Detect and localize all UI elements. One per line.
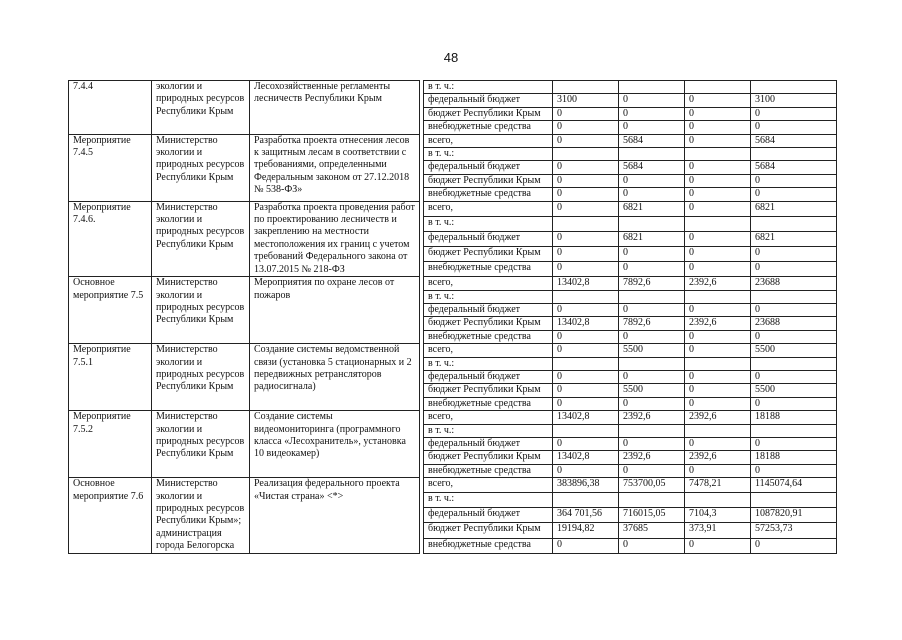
cell-funding-source: федеральный бюджет — [424, 303, 553, 316]
cell-amount: 0 — [685, 330, 751, 343]
cell-executor: Министерство экологии и природных ресурсов Республики Крым — [152, 411, 250, 478]
cell-amount — [619, 81, 685, 94]
cell-funding-source: в т. ч.: — [424, 148, 553, 161]
cell-amount: 3100 — [553, 94, 619, 107]
cell-amount — [685, 216, 751, 231]
cell-amount: 0 — [553, 261, 619, 276]
cell-amount — [685, 290, 751, 303]
cell-amount: 0 — [685, 121, 751, 134]
cell-amount: 5500 — [619, 384, 685, 397]
cell-name: Реализация федерального проекта «Чистая страна» <*> — [250, 478, 420, 553]
cell-amount: 0 — [685, 464, 751, 477]
cell-code: Мероприятие 7.5.2 — [69, 411, 152, 478]
cell-amount: 0 — [751, 121, 837, 134]
cell-amount — [751, 216, 837, 231]
cell-funding-source: бюджет Республики Крым — [424, 384, 553, 397]
cell-amount — [553, 357, 619, 370]
cell-executor: Министерство экологии и природных ресурсов Республики Крым — [152, 134, 250, 201]
cell-code: 7.4.4 — [69, 81, 152, 135]
cell-funding-source: бюджет Республики Крым — [424, 107, 553, 120]
cell-amount: 0 — [619, 370, 685, 383]
cell-amount: 0 — [685, 231, 751, 246]
cell-amount — [751, 357, 837, 370]
cell-amount: 0 — [685, 261, 751, 276]
cell-amount — [685, 148, 751, 161]
cell-amount: 0 — [685, 94, 751, 107]
cell-amount: 0 — [619, 437, 685, 450]
cell-amount: 0 — [553, 174, 619, 187]
cell-funding-source: бюджет Республики Крым — [424, 523, 553, 538]
table-row — [69, 134, 837, 147]
cell-amount: 1087820,91 — [751, 508, 837, 523]
cell-funding-source: всего, — [424, 344, 553, 357]
cell-amount: 0 — [751, 303, 837, 316]
program-table — [68, 80, 837, 554]
cell-amount: 6821 — [751, 231, 837, 246]
cell-amount — [685, 493, 751, 508]
cell-amount: 0 — [619, 94, 685, 107]
cell-funding-source: внебюджетные средства — [424, 121, 553, 134]
cell-amount: 6821 — [619, 231, 685, 246]
cell-amount: 0 — [685, 344, 751, 357]
cell-funding-source: внебюджетные средства — [424, 330, 553, 343]
cell-amount: 0 — [751, 538, 837, 553]
cell-amount — [619, 216, 685, 231]
cell-amount: 7104,3 — [685, 508, 751, 523]
cell-amount: 373,91 — [685, 523, 751, 538]
cell-amount: 6821 — [619, 201, 685, 216]
cell-funding-source: всего, — [424, 411, 553, 424]
cell-amount: 5500 — [619, 344, 685, 357]
cell-amount: 7892,6 — [619, 317, 685, 330]
cell-amount — [553, 81, 619, 94]
cell-amount: 57253,73 — [751, 523, 837, 538]
table-row — [69, 81, 837, 94]
cell-amount: 2392,6 — [619, 451, 685, 464]
cell-amount: 383896,38 — [553, 478, 619, 493]
cell-amount: 0 — [553, 121, 619, 134]
cell-amount: 7892,6 — [619, 277, 685, 290]
cell-amount: 0 — [619, 397, 685, 410]
cell-amount — [751, 290, 837, 303]
cell-funding-source: федеральный бюджет — [424, 437, 553, 450]
cell-amount: 0 — [619, 107, 685, 120]
table-row — [69, 411, 837, 424]
cell-amount — [685, 81, 751, 94]
cell-name: Создание системы ведомственной связи (установка 5 стационарных и 2 передвижных ретрансляторов радиосигнала) — [250, 344, 420, 411]
cell-amount: 0 — [751, 370, 837, 383]
cell-amount: 0 — [751, 330, 837, 343]
cell-amount: 0 — [553, 246, 619, 261]
cell-amount: 18188 — [751, 451, 837, 464]
cell-amount: 0 — [751, 261, 837, 276]
cell-amount: 5684 — [619, 134, 685, 147]
cell-executor: Министерство экологии и природных ресурсов Республики Крым — [152, 277, 250, 344]
cell-amount: 0 — [553, 303, 619, 316]
cell-amount — [751, 493, 837, 508]
cell-funding-source: внебюджетные средства — [424, 538, 553, 553]
cell-amount: 0 — [751, 437, 837, 450]
cell-amount: 0 — [553, 330, 619, 343]
page-number: 48 — [443, 50, 459, 65]
cell-amount: 5684 — [619, 161, 685, 174]
cell-amount: 13402,8 — [553, 411, 619, 424]
cell-amount — [751, 424, 837, 437]
cell-amount: 13402,8 — [553, 277, 619, 290]
cell-amount — [685, 424, 751, 437]
table-row — [69, 344, 837, 357]
table-row — [69, 201, 837, 216]
cell-amount: 0 — [685, 397, 751, 410]
cell-amount: 2392,6 — [685, 451, 751, 464]
cell-amount: 6821 — [751, 201, 837, 216]
cell-amount: 0 — [685, 201, 751, 216]
cell-amount — [553, 424, 619, 437]
cell-amount — [553, 148, 619, 161]
cell-amount: 0 — [619, 261, 685, 276]
cell-funding-source: федеральный бюджет — [424, 370, 553, 383]
cell-amount — [751, 148, 837, 161]
cell-amount: 0 — [685, 437, 751, 450]
cell-amount: 23688 — [751, 317, 837, 330]
cell-amount: 5684 — [751, 134, 837, 147]
cell-amount: 0 — [619, 188, 685, 201]
cell-executor: Министерство экологии и природных ресурсов Республики Крым — [152, 201, 250, 276]
cell-amount — [553, 493, 619, 508]
cell-funding-source: всего, — [424, 478, 553, 493]
cell-funding-source: федеральный бюджет — [424, 161, 553, 174]
cell-amount: 5500 — [751, 384, 837, 397]
cell-amount: 753700,05 — [619, 478, 685, 493]
cell-code: Мероприятие 7.4.5 — [69, 134, 152, 201]
cell-amount: 7478,21 — [685, 478, 751, 493]
cell-amount: 0 — [553, 201, 619, 216]
cell-amount: 0 — [553, 188, 619, 201]
cell-amount: 0 — [553, 231, 619, 246]
cell-funding-source: всего, — [424, 201, 553, 216]
cell-name: Мероприятия по охране лесов от пожаров — [250, 277, 420, 344]
cell-amount: 23688 — [751, 277, 837, 290]
cell-amount: 0 — [685, 370, 751, 383]
cell-funding-source: в т. ч.: — [424, 493, 553, 508]
cell-funding-source: в т. ч.: — [424, 290, 553, 303]
cell-executor: Министерство экологии и природных ресурсов Республики Крым — [152, 344, 250, 411]
table-row — [69, 277, 837, 290]
cell-funding-source: бюджет Республики Крым — [424, 174, 553, 187]
cell-amount — [619, 357, 685, 370]
cell-code: Основное мероприятие 7.6 — [69, 478, 152, 553]
table-row — [69, 478, 837, 493]
cell-amount: 5500 — [751, 344, 837, 357]
cell-name: Создание системы видеомониторинга (программного класса «Лесохранитель», установка 10 видеокамер) — [250, 411, 420, 478]
cell-amount: 0 — [553, 397, 619, 410]
cell-funding-source: внебюджетные средства — [424, 464, 553, 477]
cell-funding-source: бюджет Республики Крым — [424, 246, 553, 261]
cell-code: Основное мероприятие 7.5 — [69, 277, 152, 344]
cell-funding-source: федеральный бюджет — [424, 94, 553, 107]
cell-amount: 0 — [553, 370, 619, 383]
cell-amount: 18188 — [751, 411, 837, 424]
cell-amount: 0 — [685, 174, 751, 187]
cell-funding-source: в т. ч.: — [424, 424, 553, 437]
cell-name: Разработка проекта проведения работ по проектированию лесничеств и закреплению на местности местоположения их границ с учетом требований Федерального закона от 13.07.2015 № 218-ФЗ — [250, 201, 420, 276]
cell-amount: 0 — [685, 161, 751, 174]
cell-funding-source: внебюджетные средства — [424, 397, 553, 410]
cell-funding-source: всего, — [424, 277, 553, 290]
cell-amount: 0 — [751, 397, 837, 410]
cell-amount: 0 — [751, 107, 837, 120]
cell-amount: 0 — [685, 538, 751, 553]
cell-amount: 0 — [619, 303, 685, 316]
cell-amount: 0 — [553, 437, 619, 450]
cell-amount: 0 — [751, 174, 837, 187]
cell-name: Лесохозяйственные регламенты лесничеств Республики Крым — [250, 81, 420, 135]
cell-executor: Министерство экологии и природных ресурсов Республики Крым»; администрация города Белогорска — [152, 478, 250, 553]
cell-amount: 0 — [751, 188, 837, 201]
cell-code: Мероприятие 7.5.1 — [69, 344, 152, 411]
cell-amount — [619, 148, 685, 161]
cell-amount — [685, 357, 751, 370]
cell-code: Мероприятие 7.4.6. — [69, 201, 152, 276]
cell-funding-source: в т. ч.: — [424, 81, 553, 94]
cell-amount — [619, 493, 685, 508]
cell-amount: 2392,6 — [685, 317, 751, 330]
cell-executor: экологии и природных ресурсов Республики Крым — [152, 81, 250, 135]
cell-amount: 0 — [619, 538, 685, 553]
cell-amount: 13402,8 — [553, 451, 619, 464]
cell-amount: 0 — [553, 384, 619, 397]
cell-amount: 19194,82 — [553, 523, 619, 538]
cell-amount: 364 701,56 — [553, 508, 619, 523]
cell-amount: 1145074,64 — [751, 478, 837, 493]
cell-amount: 0 — [553, 538, 619, 553]
cell-funding-source: внебюджетные средства — [424, 261, 553, 276]
cell-amount — [553, 216, 619, 231]
cell-amount: 0 — [751, 464, 837, 477]
cell-amount: 0 — [553, 161, 619, 174]
cell-amount: 2392,6 — [685, 277, 751, 290]
cell-amount: 0 — [553, 134, 619, 147]
cell-amount: 0 — [685, 134, 751, 147]
cell-amount: 13402,8 — [553, 317, 619, 330]
cell-amount: 5684 — [751, 161, 837, 174]
cell-amount — [751, 81, 837, 94]
cell-amount: 716015,05 — [619, 508, 685, 523]
cell-name: Разработка проекта отнесения лесов к защитным лесам в соответствии с требованиями, определенными Федеральным законом от 27.12.2018 № 538-ФЗ» — [250, 134, 420, 201]
cell-amount: 2392,6 — [685, 411, 751, 424]
cell-amount: 0 — [553, 464, 619, 477]
cell-amount: 0 — [619, 330, 685, 343]
cell-amount — [553, 290, 619, 303]
cell-amount: 0 — [553, 344, 619, 357]
cell-funding-source: бюджет Республики Крым — [424, 317, 553, 330]
cell-amount: 0 — [553, 107, 619, 120]
cell-funding-source: бюджет Республики Крым — [424, 451, 553, 464]
cell-amount: 0 — [751, 246, 837, 261]
cell-amount: 0 — [685, 384, 751, 397]
cell-funding-source: всего, — [424, 134, 553, 147]
cell-amount: 0 — [619, 121, 685, 134]
cell-amount: 0 — [685, 188, 751, 201]
cell-funding-source: в т. ч.: — [424, 357, 553, 370]
cell-amount: 0 — [685, 107, 751, 120]
cell-amount: 3100 — [751, 94, 837, 107]
cell-amount: 0 — [685, 303, 751, 316]
cell-amount: 2392,6 — [619, 411, 685, 424]
cell-amount: 0 — [619, 464, 685, 477]
cell-amount: 0 — [619, 246, 685, 261]
cell-amount: 37685 — [619, 523, 685, 538]
cell-funding-source: федеральный бюджет — [424, 231, 553, 246]
cell-amount: 0 — [619, 174, 685, 187]
cell-funding-source: внебюджетные средства — [424, 188, 553, 201]
cell-funding-source: федеральный бюджет — [424, 508, 553, 523]
cell-amount — [619, 424, 685, 437]
cell-funding-source: в т. ч.: — [424, 216, 553, 231]
cell-amount: 0 — [685, 246, 751, 261]
cell-amount — [619, 290, 685, 303]
